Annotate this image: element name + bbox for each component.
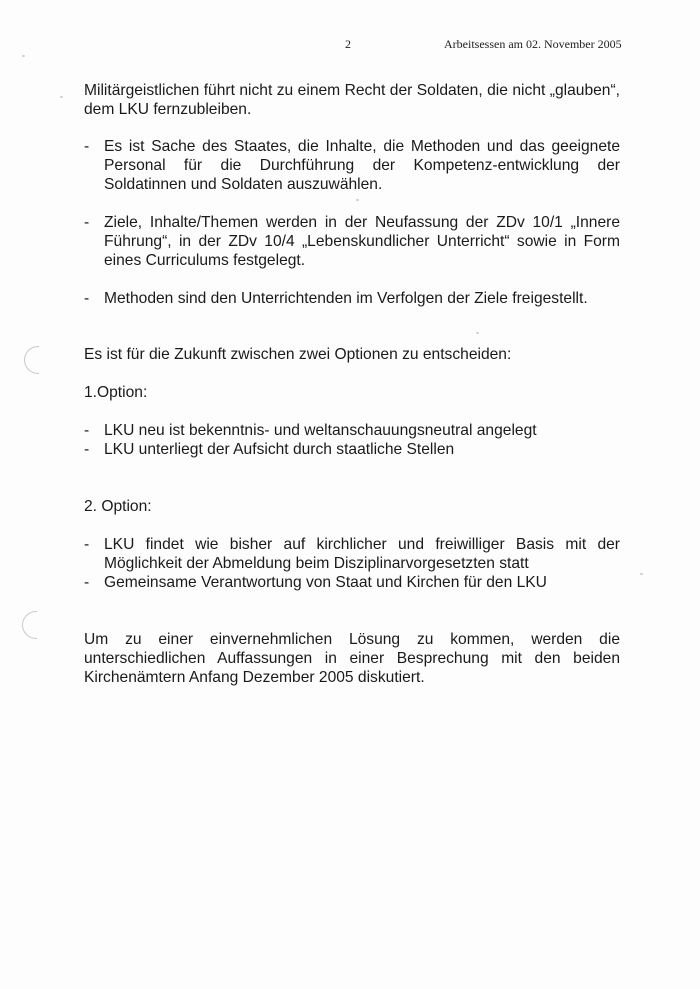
bullet-dash: - [84,422,90,439]
bullet-text: LKU findet wie bisher auf kirchlicher und freiwilliger Basis mit der Möglichkeit der Abmeldung beim Disziplinarvorgesetzten statt [104,536,620,572]
page-number: 2 [345,37,351,51]
bullet-text: Gemeinsame Verantwortung von Staat und Kirchen für den LKU [104,574,547,591]
paragraph-intro-options: Es ist für die Zukunft zwischen zwei Optionen zu entscheiden: [84,346,512,363]
option-2-item [84,535,620,573]
bullet-dash: - [84,536,90,553]
paragraph-continuation: Militärgeistlichen führt nicht zu einem Recht der Soldaten, die nicht „glauben“, dem LKU fernzubleiben. [84,82,620,118]
paragraph-closing: Um zu einer einvernehmlichen Lösung zu kommen, werden die unterschiedlichen Auffassungen in einer Besprechung mit den beiden Kirchenämtern Anfang Dezember 2005 diskutiert. [84,631,620,686]
bullet-text: Methoden sind den Unterrichtenden im Verfolgen der Ziele freigestellt. [104,290,588,307]
bullet-dash: - [84,441,90,458]
option-1-heading: 1.Option: [84,384,148,401]
bullet-item [84,137,620,194]
option-2-heading: 2. Option: [84,498,152,515]
bullet-text: Ziele, Inhalte/Themen werden in der Neufassung der ZDv 10/1 „Innere Führung“, in der ZDv 10/4 „Lebenskundlicher Unterricht“ sowie in Form eines Curriculums festgelegt. [104,214,620,269]
bullet-item [84,289,620,308]
option-1-item [84,421,620,440]
bullet-text: LKU neu ist bekenntnis- und weltanschauungsneutral angelegt [104,422,537,439]
option-1-item [84,440,620,459]
scan-speck [22,55,25,57]
bullet-dash: - [84,290,90,307]
bullet-text: LKU unterliegt der Aufsicht durch staatliche Stellen [104,441,455,458]
scan-speck [60,96,63,98]
running-head: Arbeitsessen am 02. November 2005 [444,37,622,51]
bullet-dash: - [84,138,90,155]
punch-hole-mark [22,611,37,639]
scan-speck [476,332,479,334]
punch-hole-mark [24,346,39,374]
bullet-text: Es ist Sache des Staates, die Inhalte, die Methoden und das geeignete Personal für die Durchführung der Kompetenz-entwicklung der Soldatinnen und Soldaten auszuwählen. [104,138,620,193]
bullet-dash: - [84,214,90,231]
bullet-item [84,213,620,270]
scan-speck [640,573,643,575]
bullet-dash: - [84,574,90,591]
scan-speck [356,199,359,201]
option-2-item [84,573,620,592]
